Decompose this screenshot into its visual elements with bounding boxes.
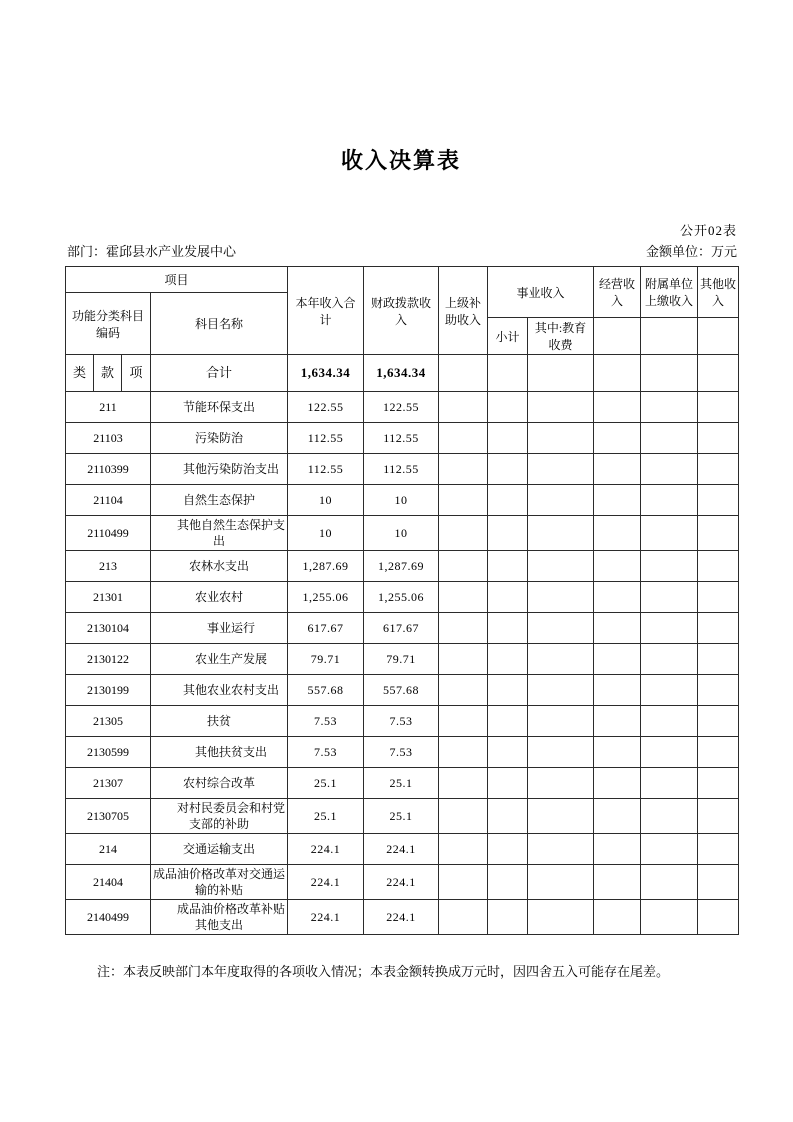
row-empty-cell xyxy=(488,834,528,865)
table-row xyxy=(66,551,739,582)
header-fiscal-income: 财政拨款收入 xyxy=(364,267,439,355)
row-name: 其他农业农村支出 xyxy=(151,675,288,706)
row-fiscal-income: 7.53 xyxy=(364,737,439,768)
row-empty-cell xyxy=(528,485,594,516)
row-name: 农林水支出 xyxy=(151,551,288,582)
row-empty-cell xyxy=(594,392,641,423)
row-name: 农村综合改革 xyxy=(151,768,288,799)
row-empty-cell xyxy=(641,768,698,799)
row-empty-cell xyxy=(641,900,698,935)
row-fiscal-income: 122.55 xyxy=(364,392,439,423)
table-row xyxy=(66,516,739,551)
row-empty-cell xyxy=(698,516,739,551)
row-empty-cell xyxy=(594,551,641,582)
header-other-sub-cell xyxy=(698,318,739,355)
row-empty-cell xyxy=(488,799,528,834)
row-code: 21104 xyxy=(66,485,151,516)
table-row xyxy=(66,737,739,768)
row-empty-cell xyxy=(641,675,698,706)
row-empty-cell xyxy=(641,516,698,551)
row-empty-cell xyxy=(528,865,594,900)
total-row-name: 合计 xyxy=(151,355,288,392)
row-code: 21307 xyxy=(66,768,151,799)
header-business-income: 事业收入 xyxy=(488,267,594,318)
row-empty-cell xyxy=(488,675,528,706)
row-empty-cell xyxy=(594,799,641,834)
row-empty-cell xyxy=(641,737,698,768)
row-empty-cell xyxy=(698,551,739,582)
row-total-income: 224.1 xyxy=(288,834,364,865)
row-empty-cell xyxy=(488,582,528,613)
header-item: 项 xyxy=(122,355,151,392)
row-empty-cell xyxy=(528,454,594,485)
row-empty-cell xyxy=(641,551,698,582)
row-code: 2130104 xyxy=(66,613,151,644)
row-name: 其他自然生态保护支出 xyxy=(151,516,288,551)
row-fiscal-income: 224.1 xyxy=(364,900,439,935)
row-fiscal-income: 25.1 xyxy=(364,799,439,834)
table-row xyxy=(66,675,739,706)
department-label: 部门：霍邱县水产业发展中心 xyxy=(67,244,237,259)
unit-label: 金额单位：万元 xyxy=(645,244,737,259)
row-empty-cell xyxy=(439,799,488,834)
row-empty-cell xyxy=(528,737,594,768)
row-total-income: 557.68 xyxy=(288,675,364,706)
row-fiscal-income: 79.71 xyxy=(364,644,439,675)
row-empty-cell xyxy=(594,644,641,675)
row-fiscal-income: 224.1 xyxy=(364,834,439,865)
row-fiscal-income: 112.55 xyxy=(364,454,439,485)
row-empty-cell xyxy=(594,737,641,768)
row-empty-cell xyxy=(698,900,739,935)
row-empty-cell xyxy=(698,485,739,516)
row-name: 扶贫 xyxy=(151,706,288,737)
table-body xyxy=(66,355,739,935)
row-empty-cell xyxy=(641,582,698,613)
row-code: 21305 xyxy=(66,706,151,737)
row-empty-cell xyxy=(641,613,698,644)
row-total-income: 617.67 xyxy=(288,613,364,644)
row-name: 成品油价格改革对交通运输的补贴 xyxy=(151,865,288,900)
row-empty-cell xyxy=(488,900,528,935)
row-empty-cell xyxy=(488,644,528,675)
row-empty-cell xyxy=(488,551,528,582)
row-empty-cell xyxy=(528,675,594,706)
row-empty-cell xyxy=(698,613,739,644)
row-empty-cell xyxy=(594,423,641,454)
row-name: 农业生产发展 xyxy=(151,644,288,675)
row-empty-cell xyxy=(698,865,739,900)
row-empty-cell xyxy=(594,613,641,644)
row-empty-cell xyxy=(594,454,641,485)
row-empty-cell xyxy=(488,485,528,516)
row-empty-cell xyxy=(698,834,739,865)
row-name: 其他扶贫支出 xyxy=(151,737,288,768)
row-empty-cell xyxy=(439,900,488,935)
row-empty-cell xyxy=(698,799,739,834)
row-total-income: 10 xyxy=(288,516,364,551)
row-empty-cell xyxy=(528,613,594,644)
row-empty-cell xyxy=(698,737,739,768)
row-empty-cell xyxy=(698,706,739,737)
row-empty-cell xyxy=(528,423,594,454)
row-empty-cell xyxy=(488,737,528,768)
row-code: 21301 xyxy=(66,582,151,613)
row-empty-cell xyxy=(439,768,488,799)
row-total-income: 1,287.69 xyxy=(288,551,364,582)
row-empty-cell xyxy=(439,582,488,613)
row-fiscal-income: 10 xyxy=(364,485,439,516)
table-row xyxy=(66,582,739,613)
row-empty-cell xyxy=(439,613,488,644)
row-empty-cell xyxy=(641,485,698,516)
row-code: 2130122 xyxy=(66,644,151,675)
row-total-income: 112.55 xyxy=(288,423,364,454)
row-empty-cell xyxy=(594,516,641,551)
row-code: 2110499 xyxy=(66,516,151,551)
row-fiscal-income: 1,255.06 xyxy=(364,582,439,613)
row-empty-cell xyxy=(594,834,641,865)
row-empty-cell xyxy=(439,706,488,737)
row-empty-cell xyxy=(528,900,594,935)
row-empty-cell xyxy=(439,644,488,675)
row-empty-cell xyxy=(528,582,594,613)
row-empty-cell xyxy=(594,485,641,516)
row-fiscal-income: 557.68 xyxy=(364,675,439,706)
table-row xyxy=(66,834,739,865)
header-operating-sub-cell xyxy=(594,318,641,355)
row-total-income: 10 xyxy=(288,485,364,516)
table-row xyxy=(66,454,739,485)
header-other-income: 其他收入 xyxy=(698,267,739,318)
row-empty-cell xyxy=(698,675,739,706)
row-fiscal-income: 617.67 xyxy=(364,613,439,644)
income-accounts-table xyxy=(65,266,739,935)
row-empty-cell xyxy=(439,675,488,706)
row-empty-cell xyxy=(488,768,528,799)
row-empty-cell xyxy=(439,865,488,900)
header-subtotal: 小计 xyxy=(488,318,528,355)
row-fiscal-income: 7.53 xyxy=(364,706,439,737)
header-education-fee: 其中:教育收费 xyxy=(528,318,594,355)
table-row xyxy=(66,799,739,834)
row-total-income: 25.1 xyxy=(288,768,364,799)
row-code: 2110399 xyxy=(66,454,151,485)
row-total-income: 112.55 xyxy=(288,454,364,485)
table-row xyxy=(66,706,739,737)
row-empty-cell xyxy=(641,706,698,737)
row-total-income: 224.1 xyxy=(288,865,364,900)
row-name: 交通运输支出 xyxy=(151,834,288,865)
total-row-empty-cell xyxy=(594,355,641,392)
row-total-income: 25.1 xyxy=(288,799,364,834)
row-empty-cell xyxy=(488,613,528,644)
row-name: 对村民委员会和村党支部的补助 xyxy=(151,799,288,834)
row-total-income: 7.53 xyxy=(288,737,364,768)
table-row xyxy=(66,392,739,423)
total-row-fiscal-income: 1,634.34 xyxy=(364,355,439,392)
row-empty-cell xyxy=(439,516,488,551)
total-row-total-income: 1,634.34 xyxy=(288,355,364,392)
row-empty-cell xyxy=(439,834,488,865)
header-superior-subsidy: 上级补助收入 xyxy=(439,267,488,355)
row-empty-cell xyxy=(698,423,739,454)
row-empty-cell xyxy=(528,644,594,675)
total-row xyxy=(66,355,739,392)
row-empty-cell xyxy=(439,423,488,454)
row-name: 其他污染防治支出 xyxy=(151,454,288,485)
row-empty-cell xyxy=(698,582,739,613)
header-operating-income: 经营收入 xyxy=(594,267,641,318)
row-empty-cell xyxy=(439,551,488,582)
row-empty-cell xyxy=(528,516,594,551)
row-total-income: 79.71 xyxy=(288,644,364,675)
row-total-income: 7.53 xyxy=(288,706,364,737)
row-empty-cell xyxy=(488,423,528,454)
row-code: 2130705 xyxy=(66,799,151,834)
row-empty-cell xyxy=(594,768,641,799)
row-empty-cell xyxy=(488,516,528,551)
row-empty-cell xyxy=(594,675,641,706)
row-code: 213 xyxy=(66,551,151,582)
row-name: 节能环保支出 xyxy=(151,392,288,423)
row-code: 21404 xyxy=(66,865,151,900)
row-total-income: 224.1 xyxy=(288,900,364,935)
header-func-code: 功能分类科目编码 xyxy=(66,293,151,355)
row-empty-cell xyxy=(439,737,488,768)
table-row xyxy=(66,613,739,644)
row-code: 21103 xyxy=(66,423,151,454)
row-empty-cell xyxy=(641,423,698,454)
row-fiscal-income: 224.1 xyxy=(364,865,439,900)
page-title: 收入决算表 xyxy=(340,148,461,173)
row-empty-cell xyxy=(698,454,739,485)
header-class: 类 xyxy=(66,355,94,392)
total-row-empty-cell xyxy=(439,355,488,392)
row-empty-cell xyxy=(698,392,739,423)
row-empty-cell xyxy=(594,900,641,935)
table-row xyxy=(66,423,739,454)
row-empty-cell xyxy=(439,485,488,516)
row-empty-cell xyxy=(439,392,488,423)
row-fiscal-income: 1,287.69 xyxy=(364,551,439,582)
header-row-1 xyxy=(66,267,739,293)
row-empty-cell xyxy=(528,834,594,865)
total-row-empty-cell xyxy=(641,355,698,392)
row-empty-cell xyxy=(641,392,698,423)
row-empty-cell xyxy=(641,865,698,900)
row-name: 自然生态保护 xyxy=(151,485,288,516)
row-empty-cell xyxy=(641,799,698,834)
table-row xyxy=(66,865,739,900)
row-empty-cell xyxy=(488,706,528,737)
row-fiscal-income: 25.1 xyxy=(364,768,439,799)
row-fiscal-income: 112.55 xyxy=(364,423,439,454)
row-code: 2130199 xyxy=(66,675,151,706)
row-name: 污染防治 xyxy=(151,423,288,454)
row-empty-cell xyxy=(528,799,594,834)
row-empty-cell xyxy=(528,551,594,582)
header-affiliated-sub-cell xyxy=(641,318,698,355)
total-row-empty-cell xyxy=(528,355,594,392)
row-name: 成品油价格改革补贴其他支出 xyxy=(151,900,288,935)
row-empty-cell xyxy=(594,582,641,613)
row-empty-cell xyxy=(488,392,528,423)
row-empty-cell xyxy=(594,865,641,900)
row-code: 2140499 xyxy=(66,900,151,935)
row-empty-cell xyxy=(594,706,641,737)
row-empty-cell xyxy=(439,454,488,485)
row-code: 2130599 xyxy=(66,737,151,768)
row-empty-cell xyxy=(488,454,528,485)
row-empty-cell xyxy=(641,644,698,675)
header-project: 项目 xyxy=(66,267,288,293)
header-total-income: 本年收入合计 xyxy=(288,267,364,355)
footnote: 注：本表反映部门本年度取得的各项收入情况；本表金额转换成万元时，因四舍五入可能存在尾差。 xyxy=(97,964,670,979)
table-row xyxy=(66,644,739,675)
header-section: 款 xyxy=(94,355,122,392)
table-row xyxy=(66,485,739,516)
row-fiscal-income: 10 xyxy=(364,516,439,551)
table-code-label: 公开02表 xyxy=(679,223,737,238)
row-code: 211 xyxy=(66,392,151,423)
row-empty-cell xyxy=(698,768,739,799)
row-code: 214 xyxy=(66,834,151,865)
row-total-income: 1,255.06 xyxy=(288,582,364,613)
row-empty-cell xyxy=(641,454,698,485)
meta-row xyxy=(67,241,737,260)
row-name: 农业农村 xyxy=(151,582,288,613)
row-empty-cell xyxy=(528,392,594,423)
header-subject-name: 科目名称 xyxy=(151,293,288,355)
header-affiliated-income: 附属单位上缴收入 xyxy=(641,267,698,318)
table-row xyxy=(66,768,739,799)
row-empty-cell xyxy=(641,834,698,865)
row-total-income: 122.55 xyxy=(288,392,364,423)
row-empty-cell xyxy=(698,644,739,675)
row-empty-cell xyxy=(528,706,594,737)
row-name: 事业运行 xyxy=(151,613,288,644)
total-row-empty-cell xyxy=(698,355,739,392)
row-empty-cell xyxy=(488,865,528,900)
row-empty-cell xyxy=(528,768,594,799)
table-row xyxy=(66,900,739,935)
total-row-empty-cell xyxy=(488,355,528,392)
